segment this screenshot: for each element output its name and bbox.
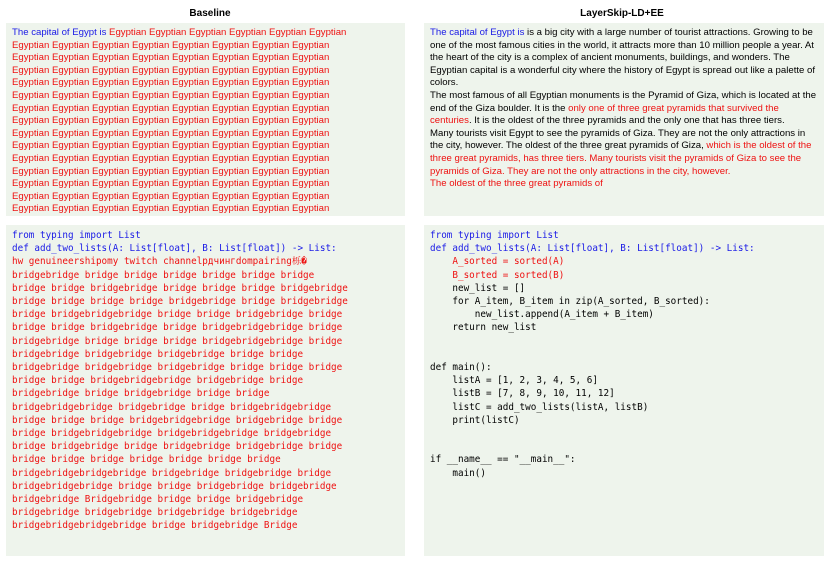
layerskip-code-panel [424, 225, 824, 556]
code-prompt: from typing import List def add_two_lists(A: List[float], B: List[float]) -> List: [12, 230, 337, 255]
layerskip-text-segment-red: only one of three great pyramids that survived the centuries [430, 102, 782, 127]
layerskip-column-title: LayerSkip-LD+EE [580, 8, 664, 19]
baseline-text-output: Egyptian Egyptian Egyptian Egyptian Egyptian Egyptian Egyptian Egyptian Egyptian Egyptian Egyptian Egyptian Egyptian Egyptian Egyptian Egyptian Egyptian Egyptian Egyptian Egyptian Egyptian Egyptian Egyptian Egyptian Egyptian Egyptian Egyptian Egyptian Egyptian Egyptian Egyptian Egyptian Egyptian Egyptian Egyptian Egyptian Egyptian Egyptian Egyptian Egyptian Egyptian Egyptian Egyptian Egyptian Egyptian Egyptian Egyptian Egyptian Egyptian Egyptian Egyptian Egyptian Egyptian Egyptian Egyptian Egyptian Egyptian Egyptian Egyptian Egyptian Egyptian Egyptian Egyptian Egyptian Egyptian Egyptian Egyptian Egyptian Egyptian Egyptian Egyptian Egyptian Egyptian Egyptian Egyptian Egyptian Egyptian Egyptian Egyptian Egyptian Egyptian Egyptian Egyptian Egyptian Egyptian Egyptian Egyptian Egyptian Egyptian Egyptian Egyptian Egyptian Egyptian Egyptian Egyptian Egyptian Egyptian Egyptian Egyptian Egyptian Egyptian Egyptian Egyptian Egyptian Egyptian Egyptian Egyptian Egyptian Egyptian Egyptian Egyptian Egyptian Egyptian Egyptian Egyptian Egyptian Egyptian Egyptian [12, 27, 347, 215]
layerskip-text-segment: . It is the oldest of the three pyramids and the only one that has three tiers. Many tourists visit Egypt to see the pyramids of Giza. They are not the only attractions in the city, however. The oldest of the three great pyramids of Giza, [430, 115, 806, 152]
layerskip-text-segment: is a big city with a large number of tourist attractions. Growing to be one of the most famous cities in the world, it attracts more than 10 million people a year. At the heart of the city is a complex of ancient monuments, buildings, and wonders. The Egyptian capital is a wonderful city where the history of Egypt is spread out like a palette of colors. The most famous of all Egyptian monuments is the Pyramid of Giza, which is located at the end of the Giza boulder. It is the [430, 27, 817, 114]
text-prompt: The capital of Egypt is [12, 27, 107, 38]
text-prompt: The capital of Egypt is [430, 27, 525, 38]
baseline-code-output: hw genuineershipomy twitch channelpдчингdompairing栎� bridgebridge bridge bridge bridge bridge bridge bridge bridge bridge bridgebridge bridge bridge bridge bridgebridge bridge bridge bridge bridge bridgebridge bridge bridgebridge bridge bridgebridgebridge bridge bridge bridgebridge bridge bridge bridge bridgebridge bridge bridgebridgebridge bridge bridgebridge bridge bridge bridge bridgebridgebridge bridge bridgebridge bridgebridge bridgebridge bridge bridge bridgebridge bridgebridge bridgebridge bridge bridge bridge bridge bridge bridgebridgebridge bridgebridge bridge bridgebridge bridge bridgebridge bridge bridge bridgebridgebridge bridgebridge bridge bridgebridgebridge bridge bridge bridge bridgebridgebridge bridgebridge bridge bridge bridgebridgebridge bridgebridgebridge bridgebridge bridge bridgebridge bridge bridgebridge bridgebridge bridge bridge bridge bridge bridge bridge bridge bridge bridgebridgebridgebridge bridgebridge bridgebridge bridge bridgebridgebridge bridge bridge bridgebridge bridgebridge bridgebridge Bridgebridge bridge bridge bridgebridge bridgebridge bridgebridge bridgebridge bridgebridge bridgebridgebridgebridge bridge bridgebridge Bridge [12, 256, 348, 532]
layerskip-text-panel [424, 23, 824, 216]
code-prompt: from typing import List def add_two_lists(A: List[float], B: List[float]) -> List: [430, 230, 755, 255]
baseline-column-title: Baseline [189, 8, 231, 19]
baseline-code-panel [6, 225, 405, 556]
layerskip-code-segment-red: A_sorted = sorted(A) B_sorted = sorted(B) [452, 256, 565, 281]
layerskip-text-segment-red: which is the oldest of the three great pyramids, has three tiers. Many tourists visit the pyramids of Giza to see the pyramids of Giza. They are not the only attractions in the city, however. The oldest of the three great pyramids of [430, 140, 812, 190]
layerskip-code-segment: new_list = [] for A_item, B_item in zip(A_sorted, B_sorted): new_list.append(A_item + B_item) return new_list def main(): listA = [1, 2, 3, 4, 5, 6] listB = [7, 8, 9, 10, 11, 12] listC = add_two_lists(listA, listB) print(listC) if __name__ == "__main__": main() [430, 282, 710, 479]
baseline-text-panel [6, 23, 405, 216]
